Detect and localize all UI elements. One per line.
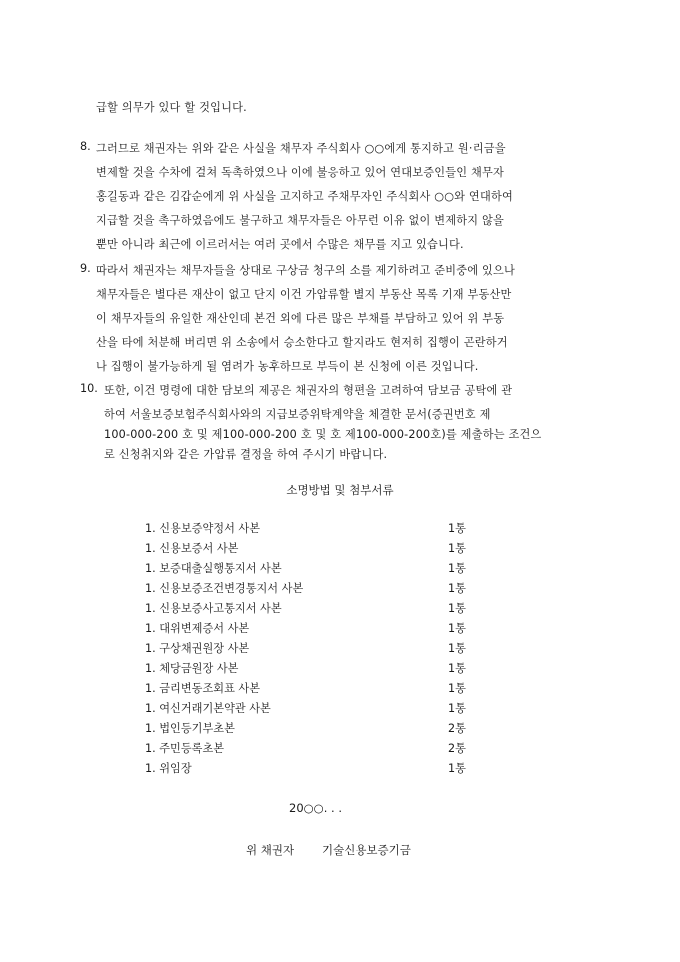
paragraph-line: 산을 타에 처분해 버리면 위 소송에서 승소한다고 할지라도 현저히 집행이 곤란하거 xyxy=(96,336,508,349)
signer-name: 기술신용보증기금 xyxy=(322,843,411,857)
paragraph-line: 그러므로 채권자는 위와 같은 사실을 채무자 주식회사 ○○에게 통지하고 원·리금을 xyxy=(96,142,506,155)
attachment-qty: 1통 xyxy=(448,762,466,775)
paragraph-line: 따라서 채권자는 채무자들을 상대로 구상금 청구의 소를 제기하려고 준비중에 있으나 xyxy=(96,264,516,277)
paragraph-line: 채무자들은 별다른 재산이 없고 단지 이건 가압류할 별지 부동산 목록 기재 부동산만 xyxy=(96,288,512,301)
paragraph-line: 하여 서울보증보험주식회사와의 지급보증위탁계약을 체결한 문서(증권번호 제 xyxy=(104,408,491,421)
attachment-qty: 1통 xyxy=(448,702,466,715)
paragraph-line: 지급할 것을 촉구하였음에도 불구하고 채무자들은 아무런 이유 없이 변제하지 않을 xyxy=(96,214,505,227)
attachment-name: 1. 신용보증약정서 사본 xyxy=(145,522,261,535)
attachment-name: 1. 대위변제증서 사본 xyxy=(145,622,250,635)
attachment-qty: 1통 xyxy=(448,642,466,655)
signer-label: 위 채권자 xyxy=(246,843,295,857)
attachment-name: 1. 여신거래기본약관 사본 xyxy=(145,702,271,715)
attachment-qty: 1통 xyxy=(448,582,466,595)
paragraph-number: 9. xyxy=(80,262,91,275)
paragraph-number: 8. xyxy=(80,140,91,153)
attachment-qty: 1통 xyxy=(448,542,466,555)
attachment-name: 1. 주민등록초본 xyxy=(145,742,225,755)
attachment-qty: 1통 xyxy=(448,622,466,635)
attachment-qty: 1통 xyxy=(448,682,466,695)
attachment-name: 1. 보증대출실행통지서 사본 xyxy=(145,562,282,575)
attachments-heading: 소명방법 및 첨부서류 xyxy=(286,483,394,497)
paragraph-line: 변제할 것을 수차에 걸쳐 독촉하였으나 이에 불응하고 있어 연대보증인들인 채무자 xyxy=(96,166,505,179)
attachment-name: 1. 금리변동조회표 사본 xyxy=(145,682,261,695)
document-date: 20○○. . . xyxy=(289,801,342,815)
paragraph-line: 로 신청취지와 같은 가압류 결정을 하여 주시기 바랍니다. xyxy=(104,448,388,461)
attachment-name: 1. 신용보증조건변경통지서 사본 xyxy=(145,582,304,595)
attachment-qty: 1통 xyxy=(448,562,466,575)
attachment-qty: 1통 xyxy=(448,662,466,675)
attachment-name: 1. 신용보증서 사본 xyxy=(145,542,239,555)
paragraph-line: 뿐만 아니라 최근에 이르러서는 여러 곳에서 수많은 채무를 지고 있습니다. xyxy=(96,238,464,251)
attachment-name: 1. 체당금원장 사본 xyxy=(145,662,239,675)
carryover-line: 급할 의무가 있다 할 것입니다. xyxy=(96,101,247,114)
attachment-name: 1. 위임장 xyxy=(145,762,192,775)
paragraph-line: 또한, 이건 명령에 대한 담보의 제공은 채권자의 형편을 고려하여 담보금 공탁에 관 xyxy=(104,384,513,397)
paragraph-line: 이 채무자들의 유일한 재산인데 본건 외에 다른 많은 부채를 부담하고 있어 위 부동 xyxy=(96,312,505,325)
attachment-qty: 2통 xyxy=(448,722,466,735)
paragraph-line: 홍길동과 같은 김갑순에게 위 사실을 고지하고 주채무자인 주식회사 ○○와 연대하여 xyxy=(96,190,513,203)
attachment-name: 1. 법인등기부초본 xyxy=(145,722,235,735)
attachment-qty: 2통 xyxy=(448,742,466,755)
paragraph-line: 100-000-200 호 및 제100-000-200 호 및 호 제100-000-200호)를 제출하는 조건으 xyxy=(104,428,542,441)
paragraph-line: 나 집행이 불가능하게 될 염려가 농후하므로 부득이 본 신청에 이른 것입니다. xyxy=(96,360,479,373)
attachment-name: 1. 신용보증사고통지서 사본 xyxy=(145,602,282,615)
attachment-name: 1. 구상채권원장 사본 xyxy=(145,642,250,655)
attachment-qty: 1통 xyxy=(448,602,466,615)
attachment-qty: 1통 xyxy=(448,522,466,535)
paragraph-number: 10. xyxy=(80,382,98,395)
